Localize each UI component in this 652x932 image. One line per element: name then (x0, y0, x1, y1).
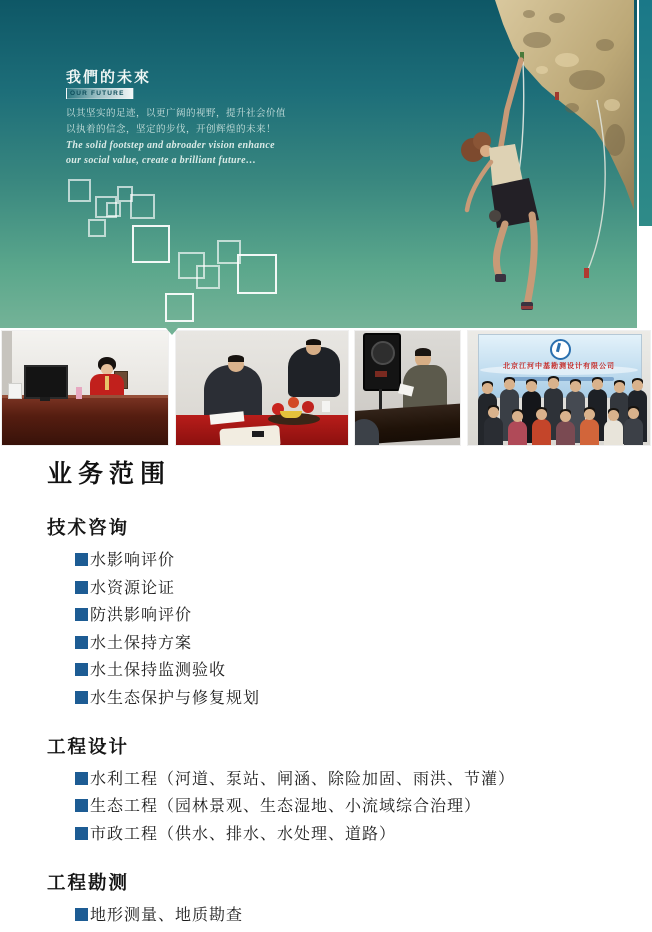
group-title: 技术咨询 (47, 517, 130, 538)
service-item-label: 水土保持方案 (90, 634, 193, 652)
service-item (75, 688, 617, 709)
monitor (24, 365, 68, 399)
person (592, 379, 603, 390)
service-item (75, 905, 617, 926)
decor-square (106, 202, 121, 217)
person-body (604, 420, 623, 445)
hero-title: 我們的未來 (66, 70, 152, 86)
person-body (484, 417, 503, 445)
photo-office (2, 331, 168, 445)
service-item-label: 防洪影响评价 (90, 607, 193, 624)
service-item-label: 水土保持监测验收 (90, 662, 227, 679)
person (526, 381, 537, 392)
person (488, 407, 499, 418)
service-item (75, 796, 617, 817)
hero-subtitle: OUR FUTURE (70, 90, 125, 97)
service-item-label: 水利工程（河道、泵站、闸涵、除险加固、雨洪、节灌） (90, 770, 516, 788)
service-item-label: 地形测量、地质勘查 (90, 906, 244, 924)
decor-square (68, 179, 91, 202)
bullet-square-icon (75, 827, 88, 840)
bullet-square-icon (75, 553, 88, 566)
service-item-label: 水影响评价 (90, 552, 176, 569)
decor-square (196, 265, 220, 289)
person (632, 380, 643, 391)
group-title: 工程设计 (47, 735, 130, 757)
decor-square (237, 254, 277, 294)
person (504, 379, 515, 390)
service-item (75, 660, 617, 681)
service-item-label: 水生态保护与修复规划 (90, 689, 261, 707)
decor-square (130, 194, 155, 219)
group-people (468, 331, 650, 445)
person (570, 381, 581, 392)
decor-square (132, 225, 170, 263)
service-item-label: 水资源论证 (90, 579, 176, 597)
hero-slogan-cn: 以其坚实的足迹，以更广阔的视野，提升社会价值 以执着的信念，坚定的步伐，开创辉煌的未来！ (66, 108, 287, 135)
bullet-square-icon (75, 636, 88, 649)
group-title: 工程勘测 (47, 871, 130, 893)
hero-slogan-en: The solid footstep and abroader vision enhance our social value, create a brilliant future… (66, 140, 275, 166)
person (482, 383, 493, 394)
service-item-label: 生态工程（园林景观、生态湿地、小流域综合治理） (90, 798, 482, 815)
decor-square (88, 219, 106, 237)
person (584, 409, 595, 420)
cup (322, 401, 330, 412)
person-body (580, 419, 599, 445)
hero-subtitle-bar (66, 88, 134, 99)
person (560, 411, 571, 422)
bullet-square-icon (75, 799, 88, 812)
photo-speech (355, 331, 460, 445)
service-item-label: 市政工程（供水、排水、水处理、道路） (90, 825, 397, 843)
banner-company-name: 北京江河中基勘测设计有限公司 (503, 363, 615, 370)
person (536, 409, 547, 420)
bullet-square-icon (75, 772, 88, 785)
bullet-square-icon (75, 608, 88, 621)
person-body (624, 418, 643, 445)
service-item (75, 824, 617, 845)
bullet-square-icon (75, 691, 88, 704)
business-scope-section (47, 448, 617, 932)
service-item (75, 578, 617, 599)
desk (2, 397, 168, 445)
bullet-square-icon (75, 581, 88, 594)
service-item (75, 605, 617, 626)
service-item (75, 550, 617, 571)
person (628, 408, 639, 419)
banana (280, 411, 302, 418)
service-item (75, 633, 617, 654)
service-item (75, 769, 617, 790)
person (608, 410, 619, 421)
business-groups (47, 514, 617, 926)
person-body (532, 419, 551, 445)
section-heading: 业务范围 (47, 461, 172, 488)
person (614, 382, 625, 393)
bullet-square-icon (75, 663, 88, 676)
hero-section (0, 0, 637, 328)
photo-group (468, 331, 650, 445)
bullet-square-icon (75, 908, 88, 921)
right-accent-strip (639, 0, 652, 226)
person-body (508, 421, 527, 445)
person-body (556, 421, 575, 445)
rock-climber-photo (437, 0, 637, 328)
photo-signing (176, 331, 348, 445)
decor-square (165, 293, 194, 322)
person (548, 378, 559, 389)
person (512, 411, 523, 422)
